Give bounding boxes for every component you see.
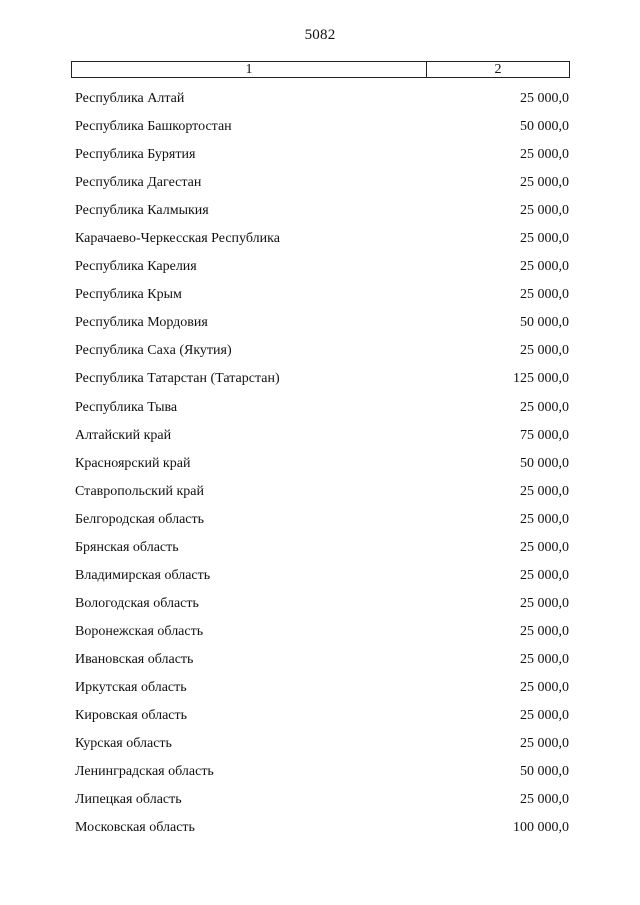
amount-value: 100 000,0 — [513, 820, 569, 836]
region-name: Красноярский край — [75, 455, 191, 471]
amount-value: 25 000,0 — [520, 259, 569, 275]
table-row — [75, 365, 569, 393]
table-row — [75, 225, 569, 253]
region-name: Республика Крым — [75, 287, 182, 303]
table-row — [75, 702, 569, 730]
region-name: Брянская область — [75, 539, 179, 555]
amount-value: 50 000,0 — [520, 455, 569, 471]
amount-value: 25 000,0 — [520, 651, 569, 667]
table-row — [75, 618, 569, 646]
table-row — [75, 394, 569, 422]
amount-value: 25 000,0 — [520, 203, 569, 219]
table-header — [71, 61, 570, 78]
amount-value: 25 000,0 — [520, 708, 569, 724]
amount-value: 25 000,0 — [520, 399, 569, 415]
table-row — [75, 169, 569, 197]
region-name: Курская область — [75, 736, 172, 752]
region-name: Карачаево-Черкесская Республика — [75, 231, 280, 247]
region-name: Республика Тыва — [75, 399, 178, 415]
table-row — [75, 814, 569, 842]
region-name: Республика Карелия — [75, 259, 197, 275]
amount-value: 25 000,0 — [520, 231, 569, 247]
region-name: Вологодская область — [75, 595, 199, 611]
region-name: Кировская область — [75, 708, 188, 724]
amount-value: 25 000,0 — [520, 595, 569, 611]
region-name: Ставропольский край — [75, 483, 204, 499]
region-name: Республика Алтай — [75, 91, 185, 107]
region-name: Республика Мордовия — [75, 315, 208, 331]
region-name: Ленинградская область — [75, 764, 214, 780]
page-number: 5082 — [304, 27, 336, 43]
table-row — [75, 674, 569, 702]
table-row — [75, 309, 569, 337]
table-row — [75, 141, 569, 169]
table-row — [75, 450, 569, 478]
table-row — [75, 337, 569, 365]
region-name: Республика Саха (Якутия) — [75, 343, 232, 359]
amount-value: 25 000,0 — [520, 623, 569, 639]
table-row — [75, 506, 569, 534]
table-row — [75, 534, 569, 562]
region-name: Республика Калмыкия — [75, 203, 209, 219]
amount-value: 50 000,0 — [520, 315, 569, 331]
table-row — [75, 281, 569, 309]
region-name: Иркутская область — [75, 680, 187, 695]
amount-value: 25 000,0 — [520, 511, 569, 527]
amount-value: 125 000,0 — [513, 371, 569, 387]
region-name: Республика Дагестан — [75, 175, 202, 191]
table-row — [75, 85, 569, 113]
amount-value: 50 000,0 — [520, 119, 569, 135]
region-name: Республика Татарстан (Татарстан) — [75, 371, 280, 387]
table-row — [75, 478, 569, 506]
amount-value: 25 000,0 — [520, 792, 569, 808]
amount-value: 50 000,0 — [520, 764, 569, 780]
table-row — [75, 730, 569, 758]
region-name: Республика Бурятия — [75, 147, 196, 163]
table-row — [75, 786, 569, 814]
table-row — [75, 646, 569, 674]
amount-value: 25 000,0 — [520, 680, 569, 695]
table-row — [75, 253, 569, 281]
amount-value: 25 000,0 — [520, 539, 569, 555]
region-name: Владимирская область — [75, 567, 211, 583]
table-row — [75, 562, 569, 590]
amount-value: 25 000,0 — [520, 175, 569, 191]
amount-value: 25 000,0 — [520, 567, 569, 583]
table-row — [75, 197, 569, 225]
amount-value: 25 000,0 — [520, 483, 569, 499]
table-row — [75, 113, 569, 141]
amount-value: 25 000,0 — [520, 147, 569, 163]
region-name: Белгородская область — [75, 511, 205, 527]
table-header-col-1: 1 — [72, 62, 427, 77]
amount-value: 25 000,0 — [520, 91, 569, 107]
region-name: Ивановская область — [75, 651, 194, 667]
amount-value: 75 000,0 — [520, 427, 569, 443]
table-row — [75, 422, 569, 450]
region-name: Липецкая область — [75, 792, 182, 808]
amount-value: 25 000,0 — [520, 343, 569, 359]
region-name: Воронежская область — [75, 623, 204, 639]
amount-value: 25 000,0 — [520, 287, 569, 303]
region-name: Московская область — [75, 820, 195, 836]
region-name: Алтайский край — [75, 427, 172, 443]
table-header-col-2: 2 — [494, 62, 502, 77]
amount-value: 25 000,0 — [520, 736, 569, 752]
region-name: Республика Башкортостан — [75, 119, 232, 135]
table-row — [75, 758, 569, 786]
table-row — [75, 590, 569, 618]
table-body — [75, 85, 569, 842]
